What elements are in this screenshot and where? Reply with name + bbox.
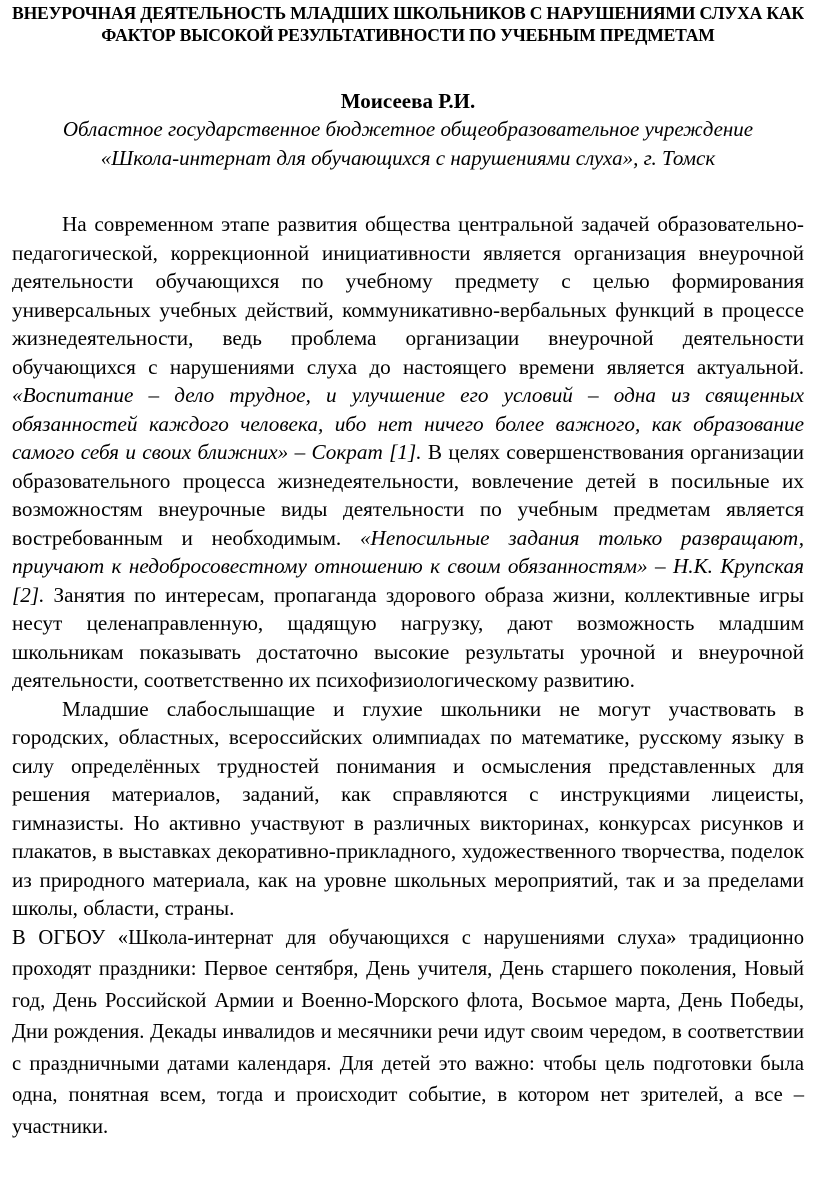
- affiliation-line-2: «Школа-интернат для обучающихся с нарушениями слуха», г. Томск: [100, 146, 716, 170]
- paragraph-1-text-b: В целях совершенствования организации образовательного процесса жизнедеятельности, вовлечение детей в посильные их возможностям внеурочные виды деятельности по учебным предметам является востребованным и необходимым.: [12, 440, 804, 550]
- body-paragraph-3: В ОГБОУ «Школа-интернат для обучающихся с нарушениями слуха» традиционно проходят праздники: Первое сентября, День учителя, День старшего поколения, Новый год, День Российской Армии и Военно-Морского флота, Восьмое марта, День Победы, Дни рождения. Декады инвалидов и месячники речи идут своим чередом, в соответствии с праздничными датами календаря. Для детей это важно: чтобы цель подготовки была одна, понятная всем, тогда и происходит событие, в котором нет зрителей, а все – участники.: [12, 926, 804, 1139]
- body-paragraph-1: [12, 210, 804, 695]
- quote-socrates: «Воспитание – дело трудное, и улучшение его условий – одна из священных обязанностей каждого человека, ибо нет ничего более важного, как образование самого себя и своих ближних» – Сократ [1].: [12, 383, 804, 464]
- paragraph-1-text-a: На современном этапе развития общества центральной задачей образовательно-педагогической, коррекционной инициативности является организация внеурочной деятельности обучающихся по учебному предмету с целью формирования универсальных учебных действий, коммуникативно-вербальных функций в процессе жизнедеятельности, ведь проблема организации внеурочной деятельности обучающихся с нарушениями слуха до настоящего времени является актуальной.: [12, 212, 804, 379]
- affiliation-line-1: Областное государственное бюджетное общеобразовательное учреждение: [62, 117, 754, 141]
- article-title: ВНЕУРОЧНАЯ ДЕЯТЕЛЬНОСТЬ МЛАДШИХ ШКОЛЬНИКОВ С НАРУШЕНИЯМИ СЛУХА КАК ФАКТОР ВЫСОКОЙ РЕЗУЛЬТАТИВНОСТИ ПО УЧЕБНЫМ ПРЕДМЕТАМ: [12, 3, 804, 45]
- author-name: Моисеева Р.И.: [340, 89, 476, 113]
- body-paragraph-2: Младшие слабослышащие и глухие школьники не могут участвовать в городских, областных, всероссийских олимпиадах по математике, русскому языку в силу определённых трудностей понимания и осмысления представленных для решения материалов, заданий, как справляются с инструкциями лицеисты, гимназисты. Но активно участвуют в различных викторинах, конкурсах рисунков и плакатов, в выставках декоративно-прикладного, художественного творчества, поделок из природного материала, как на уровне школьных мероприятий, так и за пределами школы, области, страны.: [12, 696, 804, 920]
- quote-krupskaya: «Непосильные задания только развращают, приучают к недобросовестному отношению к своим обязанностям» – Н.К. Крупская [2].: [12, 525, 805, 607]
- paragraph-1-text-c: Занятия по интересам, пропаганда здорового образа жизни, коллективные игры несут целенаправленную, щадящую нагрузку, дают возможность младшим школьникам показывать достаточно высокие результаты урочной и внеурочной деятельности, соответственно их психофизиологическому развитию.: [12, 582, 804, 692]
